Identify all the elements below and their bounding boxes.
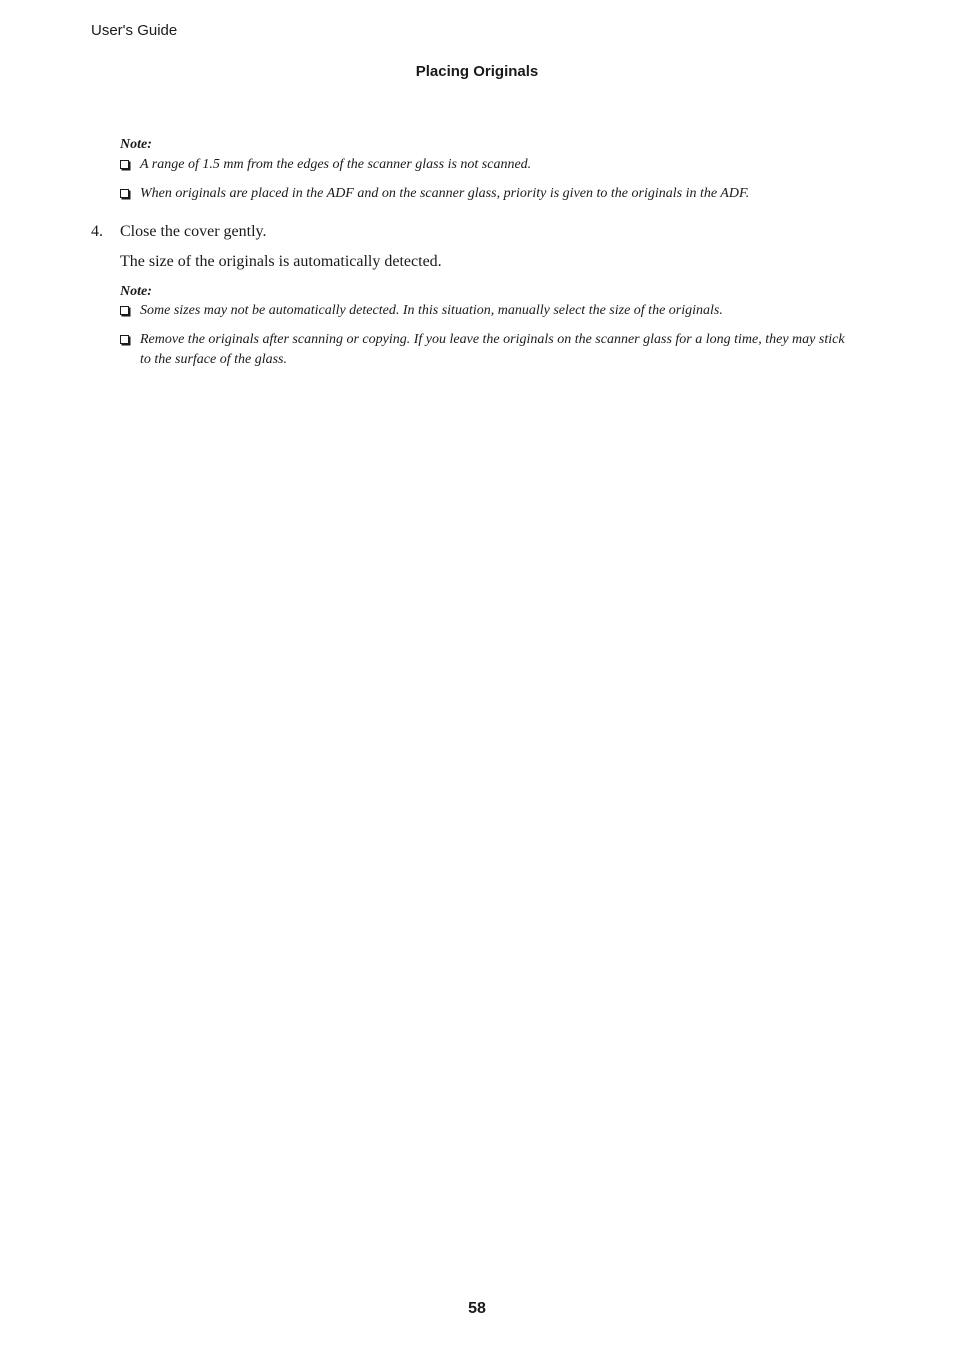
section-title: Placing Originals — [415, 63, 539, 80]
checkbox-bullet-icon — [120, 306, 129, 315]
note-label: Note: — [120, 284, 152, 299]
step-number: 4. — [91, 223, 103, 240]
guide-title: User's Guide — [91, 22, 178, 39]
page-number: 58 — [468, 1300, 486, 1317]
step-text: Close the cover gently. — [120, 223, 267, 240]
note-item-text: A range of 1.5 mm from the edges of the scanner glass is not scanned. — [140, 157, 532, 172]
note-item — [120, 184, 850, 204]
note-label: Note: — [120, 137, 152, 152]
note-item-text: Some sizes may not be automatically detected. In this situation, manually select the size of the originals. — [140, 303, 723, 318]
checkbox-bullet-icon — [120, 189, 129, 198]
checkbox-bullet-icon — [120, 160, 129, 169]
note-item-text: Remove the originals after scanning or copying. If you leave the originals on the scanner glass for a long time, they may stick to the surface of the glass. — [140, 332, 845, 367]
note-item-text: When originals are placed in the ADF and on the scanner glass, priority is given to the originals in the ADF. — [140, 186, 750, 201]
note-item — [120, 155, 850, 175]
step-result-text: The size of the originals is automatically detected. — [120, 253, 442, 270]
note-item — [120, 301, 850, 321]
note-item — [120, 330, 850, 370]
checkbox-bullet-icon — [120, 335, 129, 344]
